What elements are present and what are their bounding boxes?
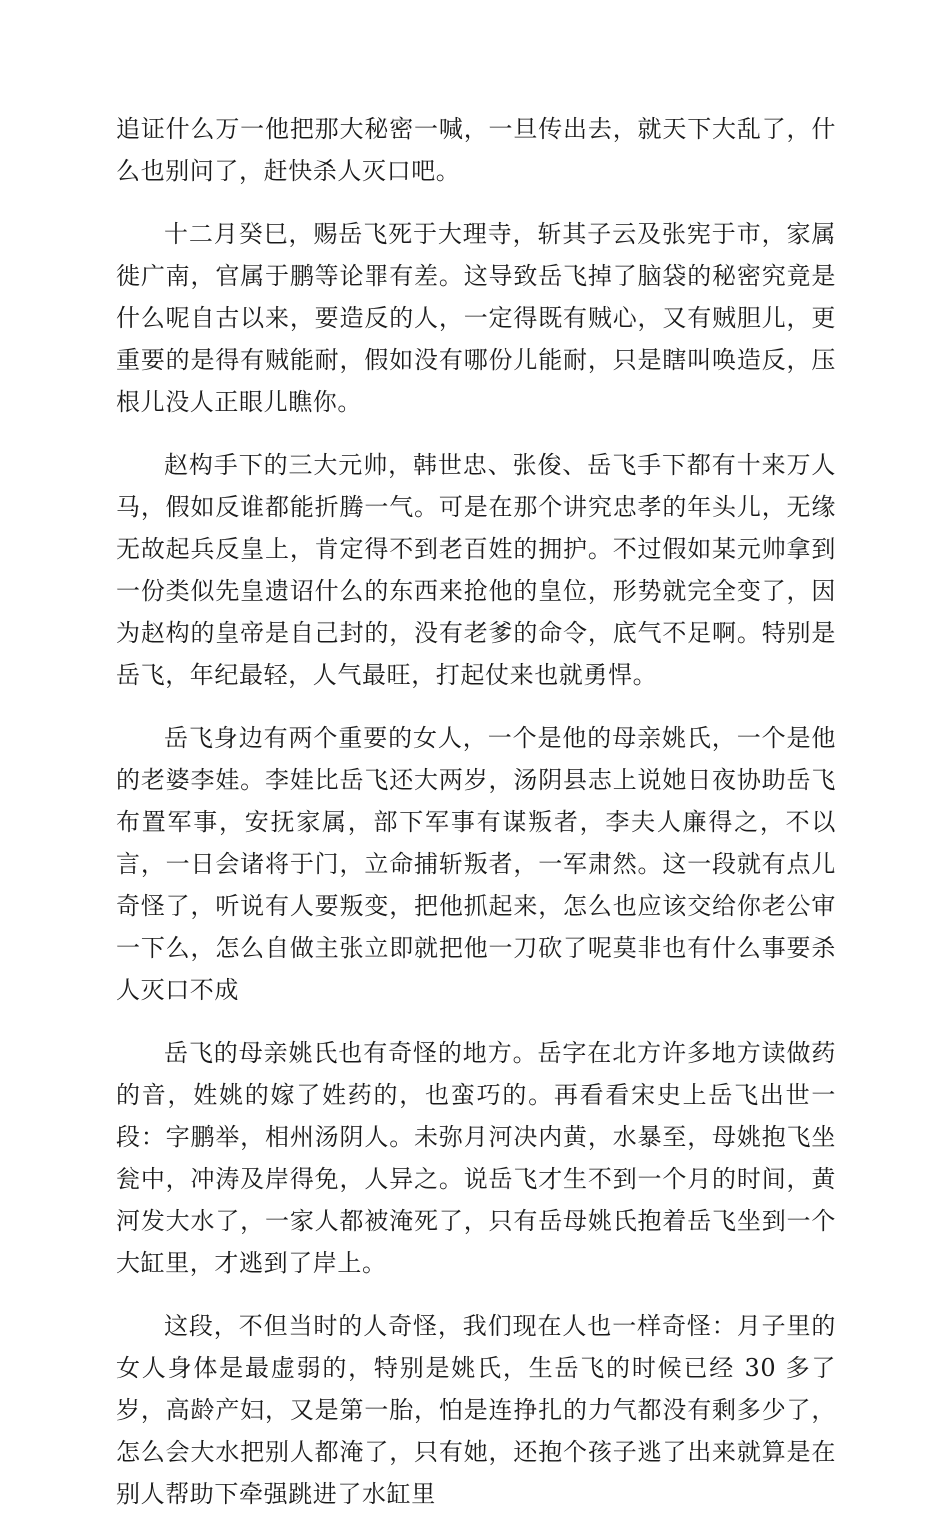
paragraph-1: 追证什么万一他把那大秘密一喊，一旦传出去，就天下大乱了，什么也别问了，赶快杀人灭口吧。	[116, 115, 836, 185]
document-body	[116, 108, 836, 1536]
paragraph-2: 十二月癸巳，赐岳飞死于大理寺，斩其子云及张宪于市，家属徙广南，官属于鹏等论罪有差。这导致岳飞掉了脑袋的秘密究竟是什么呢自古以来，要造反的人，一定得既有贼心，又有贼胆儿，更重要的是得有贼能耐，假如没有哪份儿能耐，只是瞎叫唤造反，压根儿没人正眼儿瞧你。	[116, 220, 836, 416]
paragraph-6: 这段，不但当时的人奇怪，我们现在人也一样奇怪：月子里的女人身体是最虚弱的，特别是姚氏，生岳飞的时候已经 30 多了岁，高龄产妇，又是第一胎，怕是连挣扎的力气都没有剩多少了，怎么会大水把别人都淹了，只有她，还抱个孩子逃了出来就算是在别人帮助下牵强跳进了水缸里	[116, 1312, 836, 1508]
paragraph-4: 岳飞身边有两个重要的女人，一个是他的母亲姚氏，一个是他的老婆李娃。李娃比岳飞还大两岁，汤阴县志上说她日夜协助岳飞布置军事，安抚家属，部下军事有谋叛者，李夫人廉得之，不以言，一日会诸将于门，立命捕斩叛者，一军肃然。这一段就有点儿奇怪了，听说有人要叛变，把他抓起来，怎么也应该交给你老公审一下么，怎么自做主张立即就把他一刀砍了呢莫非也有什么事要杀人灭口不成	[116, 724, 836, 1004]
paragraph-3: 赵构手下的三大元帅，韩世忠、张俊、岳飞手下都有十来万人马，假如反谁都能折腾一气。可是在那个讲究忠孝的年头儿，无缘无故起兵反皇上，肯定得不到老百姓的拥护。不过假如某元帅拿到一份类似先皇遗诏什么的东西来抢他的皇位，形势就完全变了，因为赵构的皇帝是自己封的，没有老爹的命令，底气不足啊。特别是岳飞，年纪最轻，人气最旺，打起仗来也就勇悍。	[116, 451, 836, 689]
paragraph-5: 岳飞的母亲姚氏也有奇怪的地方。岳字在北方许多地方读做药的音，姓姚的嫁了姓药的，也蛮巧的。再看看宋史上岳飞出世一段：字鹏举，相州汤阴人。未弥月河决内黄，水暴至，母姚抱飞坐瓮中，冲涛及岸得免，人异之。说岳飞才生不到一个月的时间，黄河发大水了，一家人都被淹死了，只有岳母姚氏抱着岳飞坐到一个大缸里，才逃到了岸上。	[116, 1039, 836, 1277]
